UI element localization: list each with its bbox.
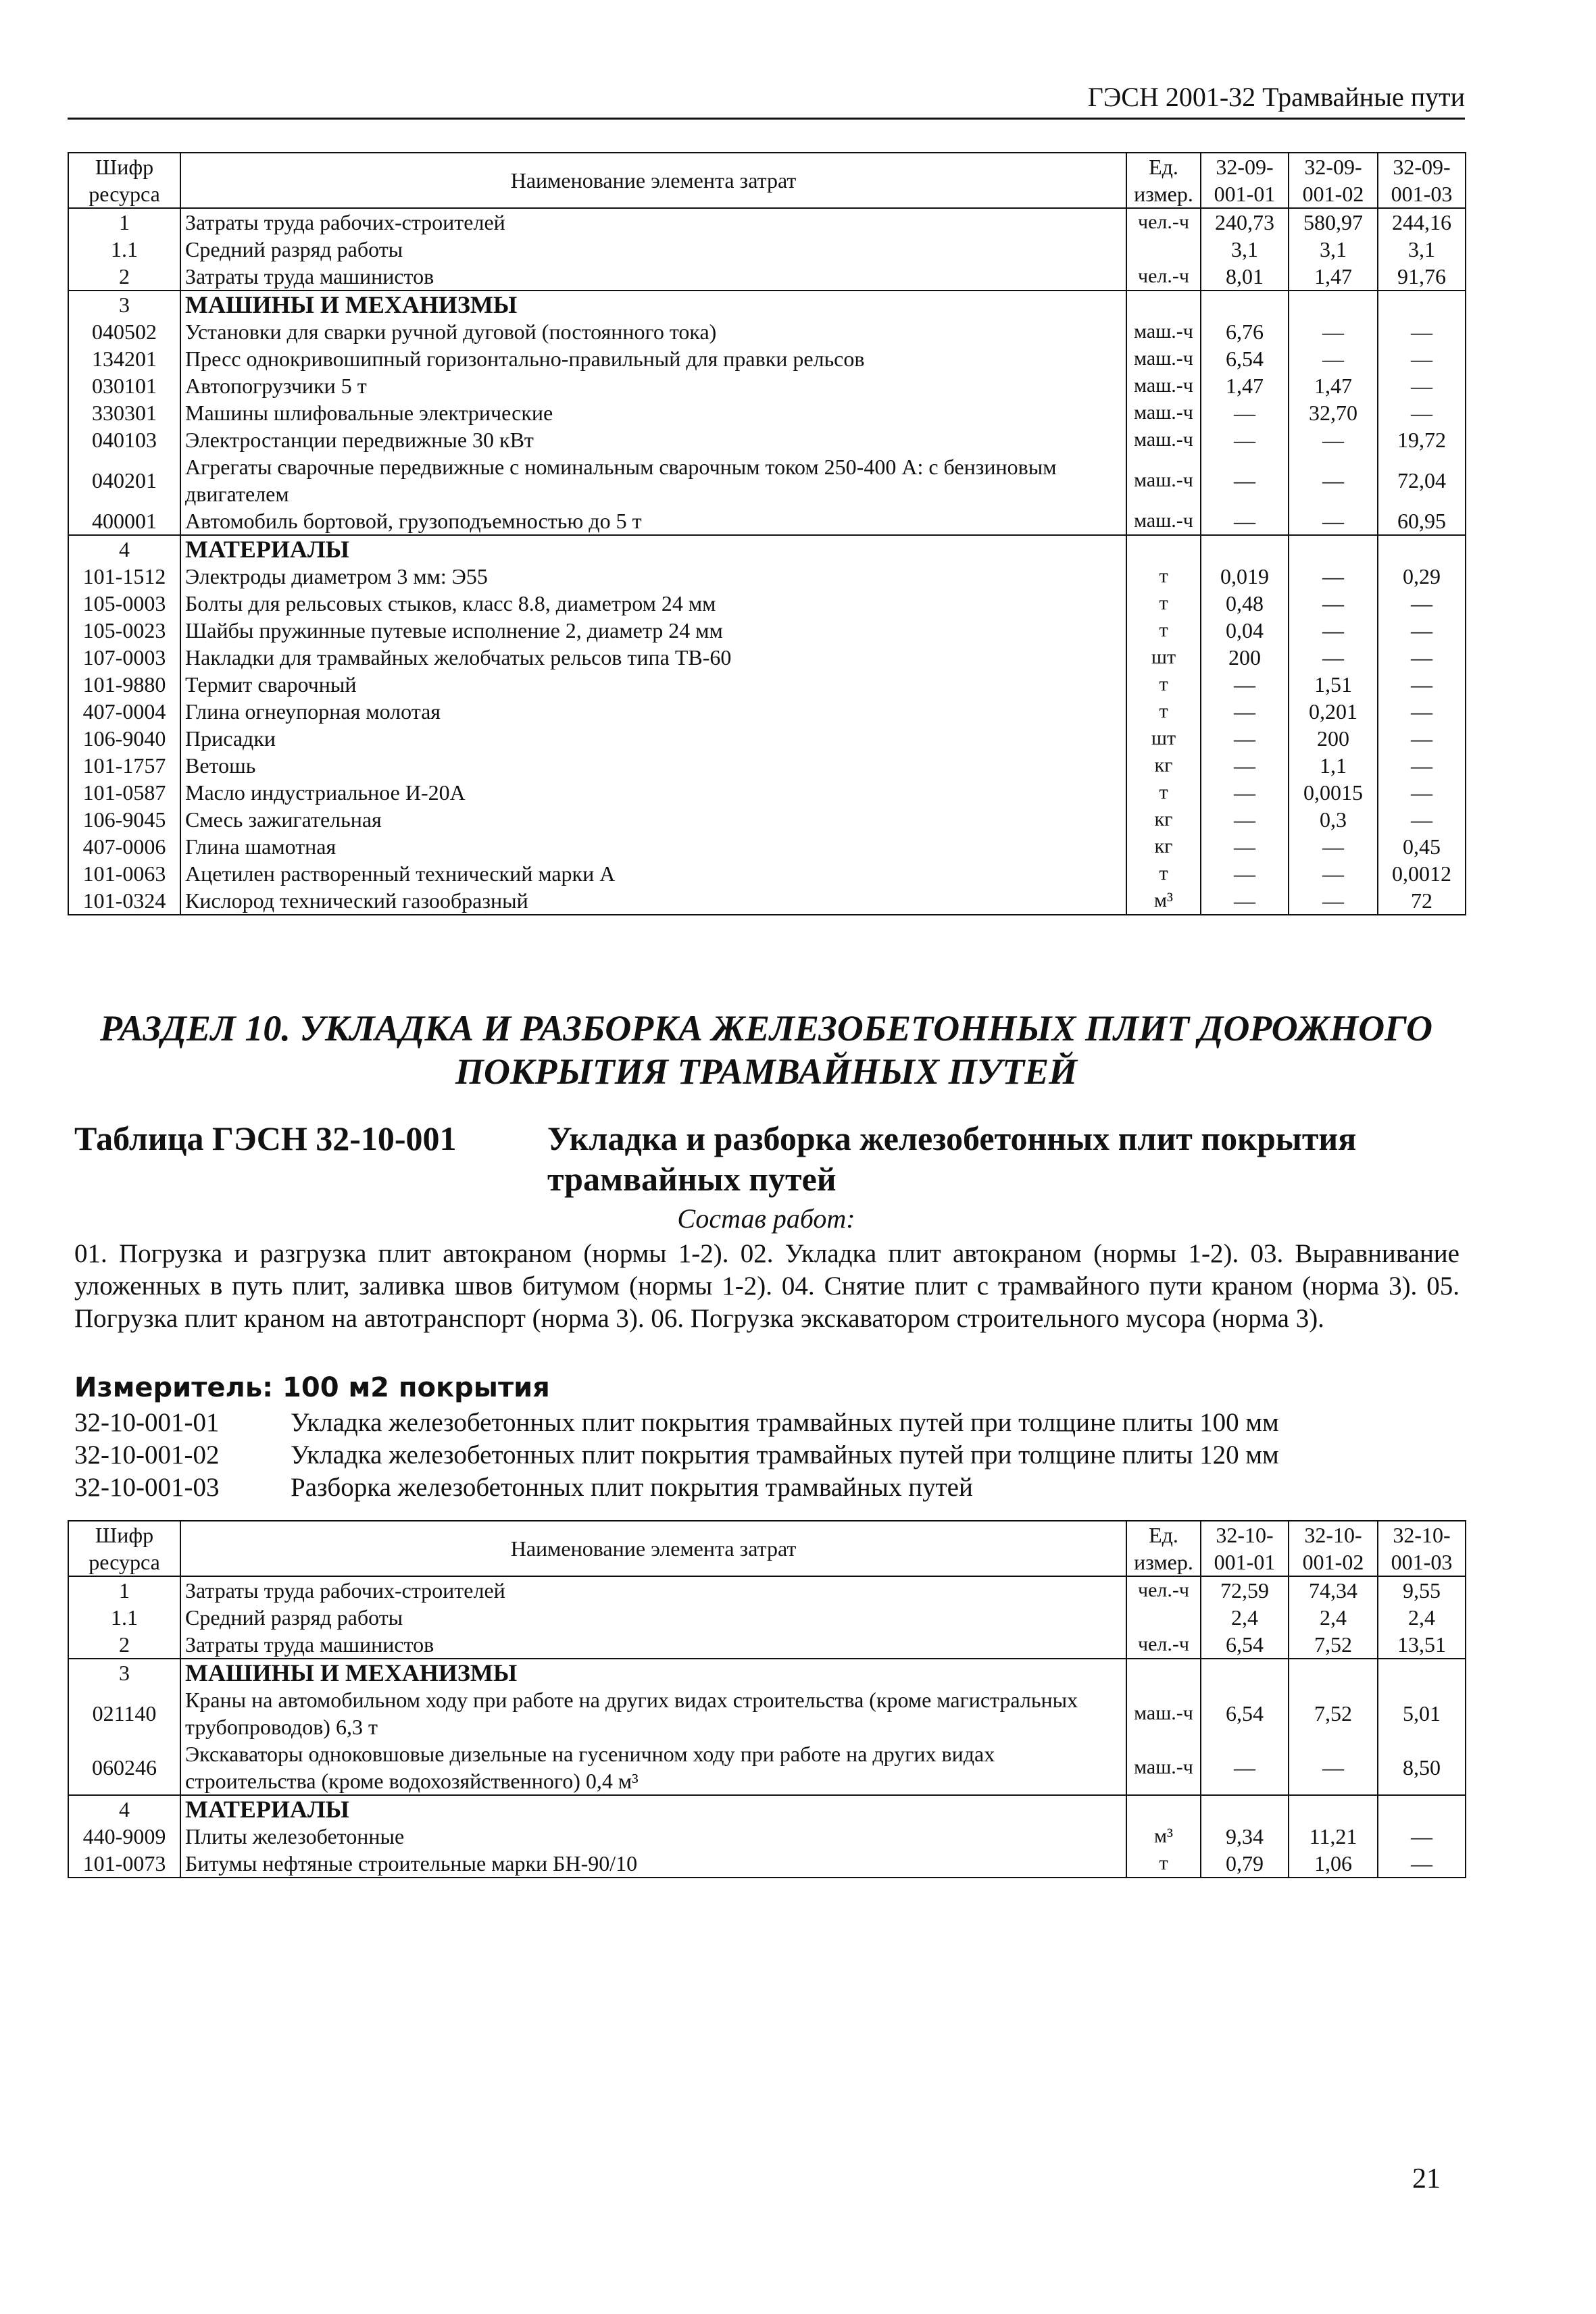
table-row [68,208,1466,236]
table-row [68,671,1466,698]
unit [1126,1659,1201,1686]
table-row [68,887,1466,915]
unit: кг [1126,752,1201,779]
page-number: 21 [1412,2163,1441,2194]
value-col-3: 60,95 [1378,507,1466,535]
resource-name: Плиты железобетонные [185,1824,405,1848]
unit: кг [1126,806,1201,833]
composition-title: Состав работ: [677,1203,855,1234]
value-col-1: — [1201,399,1289,426]
table-row [68,1604,1466,1631]
resource-code: 4 [68,1795,180,1823]
value-col-2: 580,97 [1289,208,1378,236]
unit [1126,1795,1201,1823]
table-row [68,263,1466,291]
value-col-1: — [1201,426,1289,453]
value-col-2: 1,06 [1289,1850,1378,1878]
table-header-row [68,153,1466,208]
value-col-3: — [1378,779,1466,806]
table-row [68,563,1466,590]
resource-name: Битумы нефтяные строительные марки БН-90/10 [180,1850,1126,1878]
resource-name: Краны на автомобильном ходу при работе на других видах строительства (кроме магистральных трубопроводов) 6,3 т [185,1688,1078,1739]
value-col-2: — [1289,507,1378,535]
header-unit: Ед. измер. [1126,153,1201,208]
table-row [68,617,1466,644]
resource-name: МАТЕРИАЛЫ [180,535,1126,563]
resource-code: 060246 [68,1740,180,1795]
value-col-1: — [1201,779,1289,806]
resource-name: Термит сварочный [185,672,357,697]
unit: маш.-ч [1126,1740,1201,1795]
resource-code: 106-9040 [68,725,180,752]
value-col-2: — [1289,1740,1378,1795]
value-col-1: — [1201,507,1289,535]
value-col-3: 2,4 [1378,1604,1466,1631]
resource-code: 134201 [68,345,180,372]
value-col-1: 1,47 [1201,372,1289,399]
value-col-1 [1201,1659,1289,1686]
unit: т [1126,617,1201,644]
unit: т [1126,698,1201,725]
value-col-3: — [1378,671,1466,698]
header-col-3: 32-09-001-03 [1378,153,1466,208]
resource-code: 400001 [68,507,180,535]
table-row [68,644,1466,671]
value-col-1: 3,1 [1201,236,1289,263]
value-col-1: — [1201,887,1289,915]
running-title: ГЭСН 2001-32 Трамвайные пути [1087,82,1465,112]
value-col-1: 0,04 [1201,617,1289,644]
resource-name: Автомобиль бортовой, грузоподъемностью до 5 т [185,509,642,533]
value-col-3 [1378,535,1466,563]
unit: т [1126,779,1201,806]
value-col-2: 11,21 [1289,1823,1378,1850]
value-col-2: 0,3 [1289,806,1378,833]
resource-code: 106-9045 [68,806,180,833]
resource-code: 101-0587 [68,779,180,806]
table-row [68,426,1466,453]
value-col-3: 0,45 [1378,833,1466,860]
value-col-1: 6,54 [1201,1686,1289,1740]
resource-code: 1 [68,208,180,236]
unit: маш.-ч [1126,426,1201,453]
value-col-2: 0,201 [1289,698,1378,725]
norm-text: Укладка железобетонных плит покрытия трамвайных путей при толщине плиты 100 мм [291,1408,1279,1437]
unit: маш.-ч [1126,372,1201,399]
resource-code: 040103 [68,426,180,453]
unit: маш.-ч [1126,345,1201,372]
value-col-3: — [1378,698,1466,725]
header-name: Наименование элемента затрат [180,153,1126,208]
value-col-1: 6,54 [1201,345,1289,372]
value-col-1: — [1201,698,1289,725]
table-row [68,1631,1466,1659]
value-col-1: 8,01 [1201,263,1289,291]
value-col-2: 200 [1289,725,1378,752]
resource-name: МАТЕРИАЛЫ [180,1795,1126,1823]
page-header [68,80,1465,120]
value-col-3 [1378,1795,1466,1823]
section-row [68,291,1466,318]
norm-item [74,1407,1460,1439]
unit: маш.-ч [1126,1686,1201,1740]
resource-name: Машины шлифовальные электрические [185,401,553,425]
table-row [68,779,1466,806]
resource-name: Агрегаты сварочные передвижные с номинальным сварочным током 250-400 А: с бензиновым двигателем [185,455,1057,506]
value-col-3 [1378,1659,1466,1686]
unit: м³ [1126,1823,1201,1850]
table-row [68,590,1466,617]
table-row [68,399,1466,426]
value-col-1: 2,4 [1201,1604,1289,1631]
unit: маш.-ч [1126,453,1201,507]
value-col-2: 1,47 [1289,372,1378,399]
table-row [68,318,1466,345]
value-col-3: — [1378,644,1466,671]
header-unit: Ед. измер. [1126,1521,1201,1576]
value-col-2: — [1289,887,1378,915]
table-row [68,1576,1466,1604]
resource-name: Средний разряд работы [185,1605,403,1630]
value-col-1: — [1201,752,1289,779]
resource-code: 1.1 [68,1604,180,1631]
resource-name: Затраты труда машинистов [185,264,434,288]
value-col-3: — [1378,399,1466,426]
resource-code: 1.1 [68,236,180,263]
unit: чел.-ч [1126,1631,1201,1659]
value-col-2 [1289,291,1378,318]
resource-code: 107-0003 [68,644,180,671]
resource-name: МАШИНЫ И МЕХАНИЗМЫ [180,291,1126,318]
unit: т [1126,590,1201,617]
value-col-2: 74,34 [1289,1576,1378,1604]
value-col-3: 19,72 [1378,426,1466,453]
unit: маш.-ч [1126,399,1201,426]
value-col-3: — [1378,318,1466,345]
resource-code: 3 [68,1659,180,1686]
section-title-line-1: РАЗДЕЛ 10. УКЛАДКА И РАЗБОРКА ЖЕЛЕЗОБЕТОННЫХ ПЛИТ ДОРОЖНОГО [99,1008,1433,1049]
resource-code: 105-0023 [68,617,180,644]
unit: т [1126,860,1201,887]
table-body [68,208,1466,915]
value-col-2 [1289,1795,1378,1823]
value-col-1: — [1201,671,1289,698]
meter-label: Измеритель: 100 м2 покрытия [74,1372,550,1403]
norm-list [74,1407,1460,1504]
norm-text: Укладка железобетонных плит покрытия трамвайных путей при толщине плиты 120 мм [291,1440,1279,1469]
value-col-1: 6,54 [1201,1631,1289,1659]
unit: т [1126,1850,1201,1878]
header-code: Шифр ресурса [68,1521,180,1576]
value-col-1 [1201,1795,1289,1823]
resource-code: 021140 [68,1686,180,1740]
value-col-3: 5,01 [1378,1686,1466,1740]
resource-name: Пресс однокривошипный горизонтально-правильный для правки рельсов [185,347,865,371]
table-row [68,345,1466,372]
resource-name: Глина огнеупорная молотая [185,699,441,724]
value-col-1: 240,73 [1201,208,1289,236]
unit [1126,291,1201,318]
value-col-3: 0,0012 [1378,860,1466,887]
value-col-3 [1378,291,1466,318]
header-col-2: 32-10-001-02 [1289,1521,1378,1576]
value-col-2: — [1289,453,1378,507]
value-col-3: — [1378,1850,1466,1878]
norm-code: 32-10-001-01 [74,1408,220,1437]
norm-code: 32-10-001-02 [74,1440,220,1469]
value-col-1 [1201,535,1289,563]
resource-name: МАШИНЫ И МЕХАНИЗМЫ [180,1659,1126,1686]
resource-name: Установки для сварки ручной дуговой (постоянного тока) [185,320,717,344]
norm-item [74,1439,1460,1472]
table-row [68,1686,1466,1740]
header-col-2: 32-09-001-02 [1289,153,1378,208]
unit [1126,535,1201,563]
header-col-3: 32-10-001-03 [1378,1521,1466,1576]
table-row [68,833,1466,860]
value-col-3: 9,55 [1378,1576,1466,1604]
header-code: Шифр ресурса [68,153,180,208]
value-col-2: — [1289,590,1378,617]
value-col-3: — [1378,725,1466,752]
value-col-2: — [1289,563,1378,590]
value-col-1: — [1201,1740,1289,1795]
header-name: Наименование элемента затрат [180,1521,1126,1576]
value-col-1: — [1201,806,1289,833]
resource-code: 101-0073 [68,1850,180,1878]
resource-name: Шайбы пружинные путевые исполнение 2, диаметр 24 мм [185,618,723,643]
resource-code: 101-0324 [68,887,180,915]
resource-name: Присадки [185,726,276,751]
resource-name: Средний разряд работы [185,237,403,261]
table-label: Таблица ГЭСН 32-10-001 [74,1120,457,1157]
unit [1126,236,1201,263]
header-col-1: 32-09-001-01 [1201,153,1289,208]
value-col-2: 32,70 [1289,399,1378,426]
unit: маш.-ч [1126,318,1201,345]
value-col-3: — [1378,590,1466,617]
value-col-1: 0,019 [1201,563,1289,590]
resource-code: 407-0006 [68,833,180,860]
value-col-3: 72,04 [1378,453,1466,507]
resource-code: 101-0063 [68,860,180,887]
value-col-1: 6,76 [1201,318,1289,345]
resource-name: Автопогрузчики 5 т [185,374,367,398]
resource-name: Экскаваторы одноковшовые дизельные на гусеничном ходу при работе на других видах строительства (кроме водохозяйственного) 0,4 м³ [185,1742,995,1793]
section-title [68,1007,1465,1093]
norm-text: Разборка железобетонных плит покрытия трамвайных путей [291,1473,973,1502]
section-title-line-2: ПОКРЫТИЯ ТРАМВАЙНЫХ ПУТЕЙ [455,1051,1078,1092]
resource-name: Болты для рельсовых стыков, класс 8.8, диаметром 24 мм [185,591,716,615]
value-col-3: 3,1 [1378,236,1466,263]
value-col-1: 72,59 [1201,1576,1289,1604]
table-row [68,372,1466,399]
value-col-3: 72 [1378,887,1466,915]
table-header-row [68,1521,1466,1576]
value-col-2: — [1289,860,1378,887]
value-col-2 [1289,535,1378,563]
section-row [68,535,1466,563]
value-col-1: — [1201,860,1289,887]
table-row [68,236,1466,263]
table-row [68,453,1466,507]
resource-table-2 [68,1520,1466,1878]
value-col-3: — [1378,617,1466,644]
value-col-2: 0,0015 [1289,779,1378,806]
resource-name: Затраты труда рабочих-строителей [185,1578,505,1603]
section-row [68,1795,1466,1823]
resource-name: Затраты труда машинистов [185,1632,434,1657]
resource-code: 407-0004 [68,698,180,725]
value-col-1: 0,79 [1201,1850,1289,1878]
section-row [68,1659,1466,1686]
unit: маш.-ч [1126,507,1201,535]
value-col-3: 91,76 [1378,263,1466,291]
resource-name: Ветошь [185,753,256,778]
resource-code: 2 [68,1631,180,1659]
value-col-3: — [1378,345,1466,372]
value-col-3: 13,51 [1378,1631,1466,1659]
resource-code: 040502 [68,318,180,345]
resource-name: Электроды диаметром 3 мм: Э55 [185,564,488,588]
resource-name: Глина шамотная [185,834,336,859]
value-col-2: — [1289,426,1378,453]
resource-name: Кислород технический газообразный [180,887,1126,915]
table-row [68,507,1466,535]
unit: т [1126,671,1201,698]
resource-name: Ацетилен растворенный технический марки А [185,861,616,886]
table-row [68,806,1466,833]
resource-code: 4 [68,535,180,563]
value-col-2: — [1289,617,1378,644]
value-col-2: 7,52 [1289,1631,1378,1659]
unit: чел.-ч [1126,1576,1201,1604]
header-col-1: 32-10-001-01 [1201,1521,1289,1576]
value-col-2: 2,4 [1289,1604,1378,1631]
resource-name: Электростанции передвижные 30 кВт [185,428,534,452]
norm-code: 32-10-001-03 [74,1473,220,1502]
value-col-3: — [1378,1823,1466,1850]
value-col-2: — [1289,318,1378,345]
value-col-2: 1,47 [1289,263,1378,291]
resource-code: 040201 [68,453,180,507]
resource-name: Смесь зажигательная [185,807,382,832]
unit: шт [1126,644,1201,671]
table-row [68,860,1466,887]
resource-code: 330301 [68,399,180,426]
unit: м³ [1126,887,1201,915]
table-row [68,1823,1466,1850]
value-col-1: 200 [1201,644,1289,671]
value-col-2: 1,1 [1289,752,1378,779]
resource-name: Масло индустриальное И-20А [185,780,466,805]
value-col-3: — [1378,752,1466,779]
table-row [68,1740,1466,1795]
table-caption: Укладка и разборка железобетонных плит покрытия трамвайных путей [547,1120,1357,1198]
resource-code: 440-9009 [68,1823,180,1850]
unit [1126,1604,1201,1631]
resource-code: 101-1757 [68,752,180,779]
value-col-3: 0,29 [1378,563,1466,590]
value-col-1 [1201,291,1289,318]
resource-name: Затраты труда рабочих-строителей [185,210,505,234]
resource-name: Накладки для трамвайных желобчатых рельсов типа ТВ-60 [185,645,732,670]
value-col-3: — [1378,806,1466,833]
value-col-2: 1,51 [1289,671,1378,698]
value-col-3: 244,16 [1378,208,1466,236]
value-col-3: — [1378,372,1466,399]
value-col-2: 7,52 [1289,1686,1378,1740]
table-row [68,725,1466,752]
table-row [68,752,1466,779]
resource-table-1 [68,152,1466,915]
table-body [68,1576,1466,1878]
resource-code: 101-9880 [68,671,180,698]
unit: т [1126,563,1201,590]
resource-code: 2 [68,263,180,291]
value-col-1: — [1201,833,1289,860]
value-col-3: 8,50 [1378,1740,1466,1795]
value-col-2: 3,1 [1289,236,1378,263]
value-col-2: — [1289,833,1378,860]
value-col-2: — [1289,345,1378,372]
resource-code: 030101 [68,372,180,399]
norm-item [74,1472,1460,1504]
resource-code: 1 [68,1576,180,1604]
value-col-1: — [1201,453,1289,507]
value-col-1: 0,48 [1201,590,1289,617]
table-row [68,698,1466,725]
value-col-2: — [1289,644,1378,671]
table-row [68,1850,1466,1878]
value-col-2 [1289,1659,1378,1686]
unit: шт [1126,725,1201,752]
composition-text: 01. Погрузка и разгрузка плит автокраном (нормы 1-2). 02. Укладка плит автокраном (нормы 1-2). 03. Выравнивание уложенных в путь плит, заливка швов битумом (нормы 1-2). 04. Снятие плит с трамвайного пути краном (норма 3). 05. Погрузка плит краном на автотранспорт (норма 3). 06. Погрузка экскаватором строительного мусора (норма 3). [74,1239,1460,1333]
value-col-1: — [1201,725,1289,752]
resource-code: 101-1512 [68,563,180,590]
unit: чел.-ч [1126,263,1201,291]
unit: кг [1126,833,1201,860]
unit: чел.-ч [1126,208,1201,236]
value-col-1: 9,34 [1201,1823,1289,1850]
resource-code: 105-0003 [68,590,180,617]
resource-code: 3 [68,291,180,318]
